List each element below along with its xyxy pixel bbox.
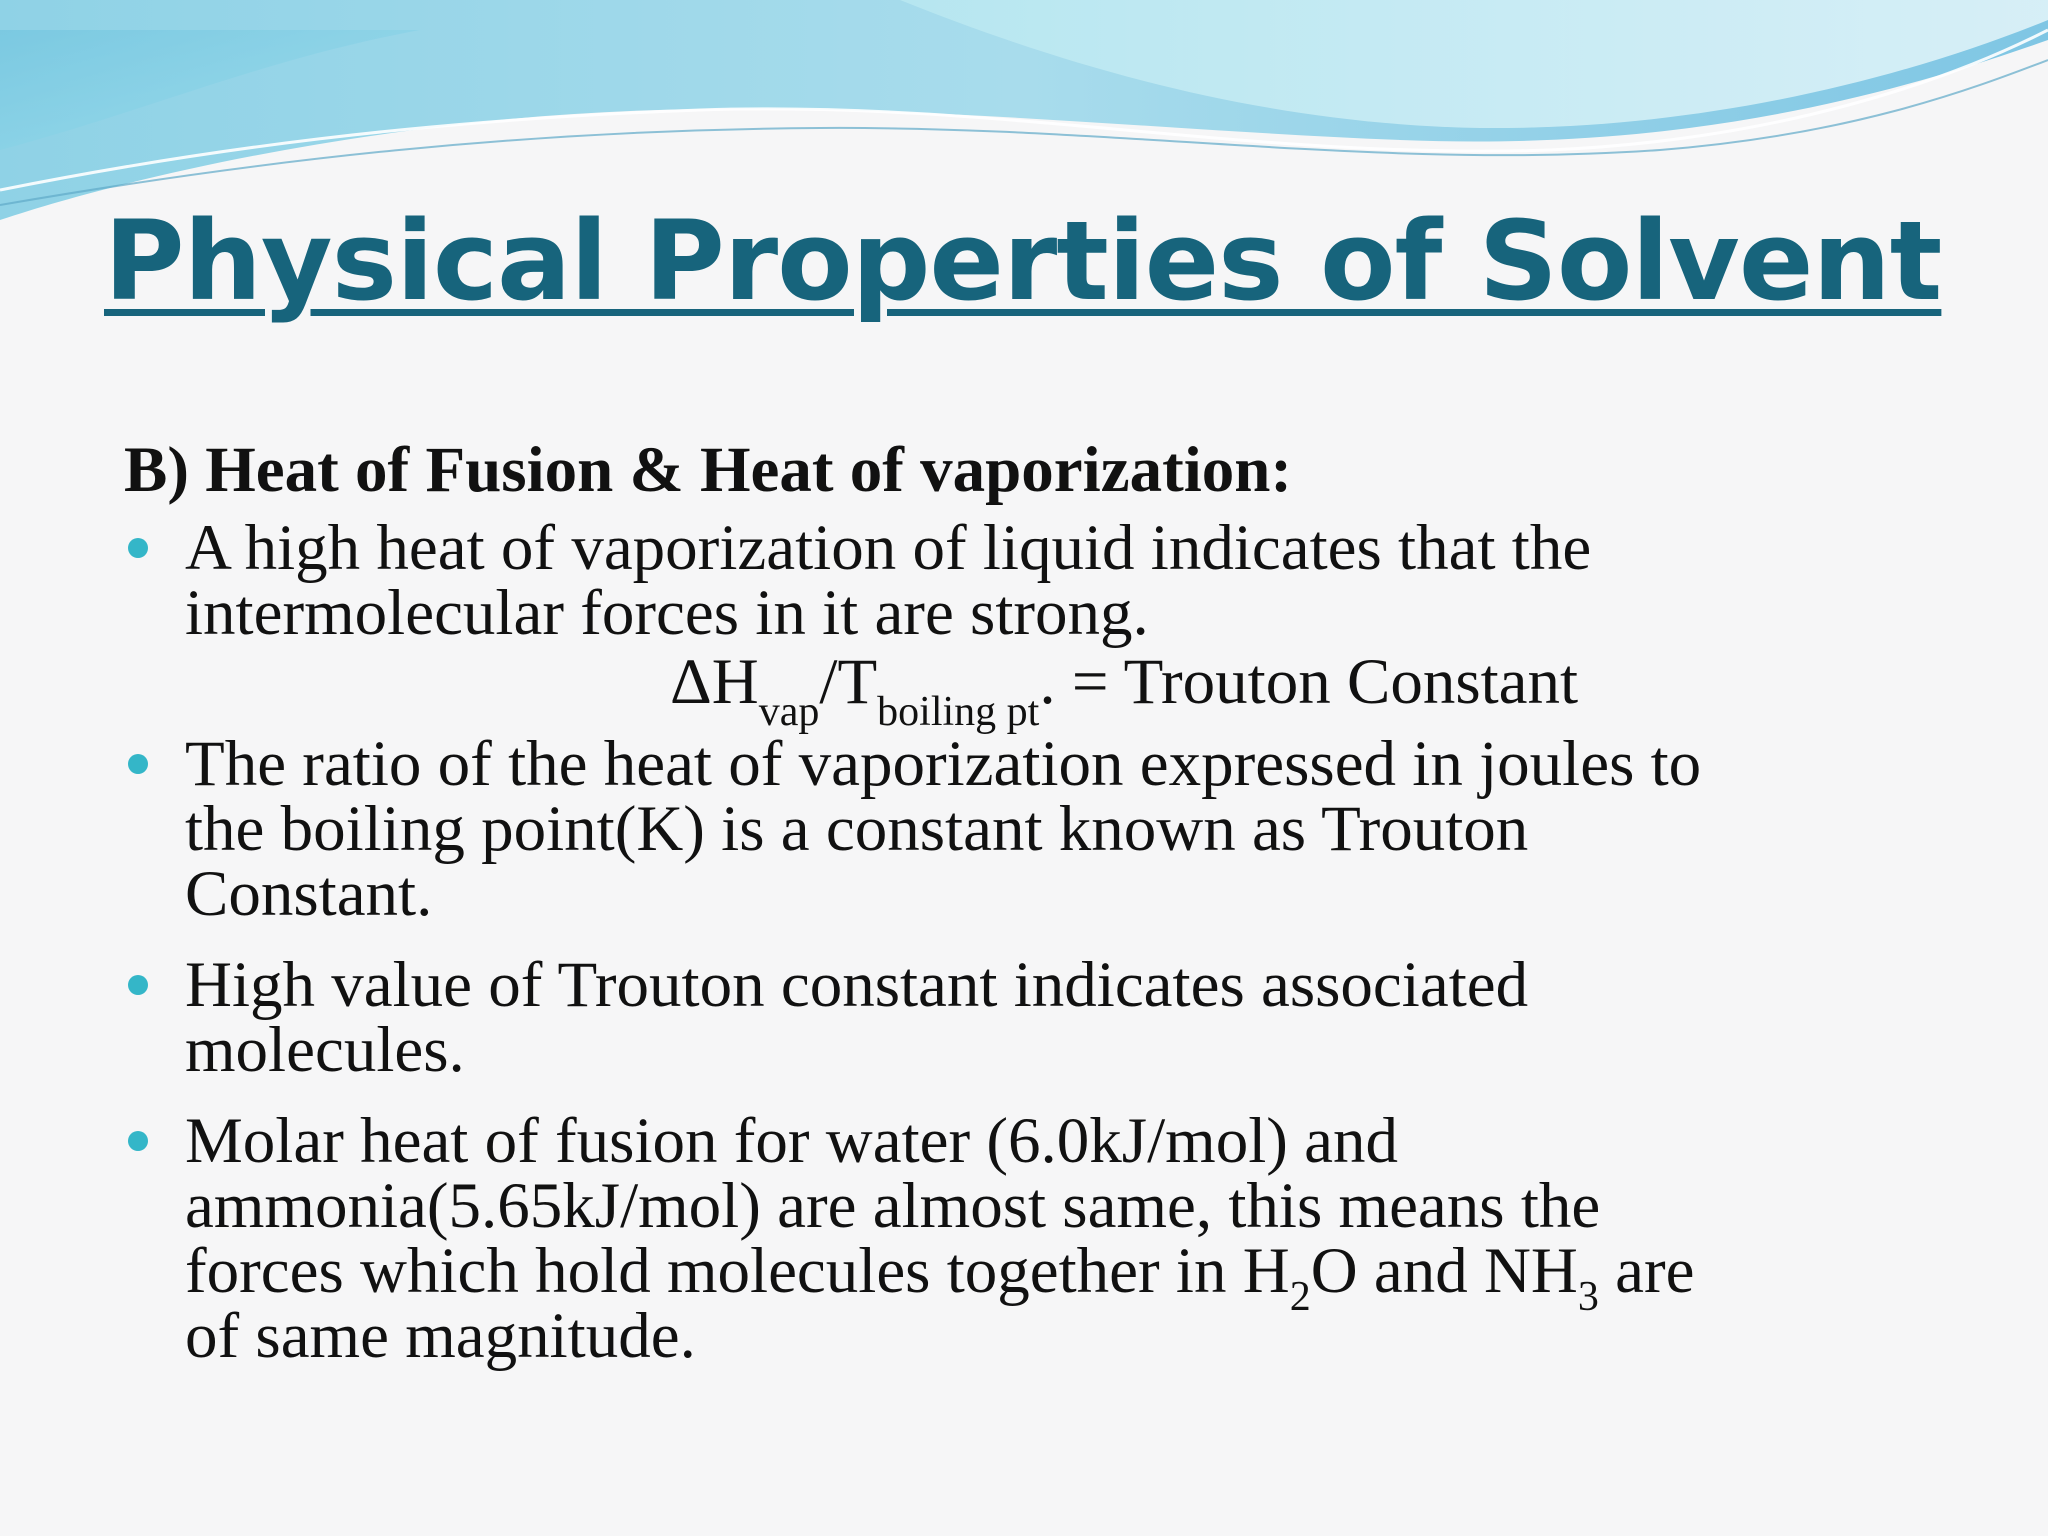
formula-rest: . = Trouton Constant bbox=[1039, 646, 1579, 718]
formula-sub-vap: vap bbox=[758, 689, 820, 735]
bullet-item bbox=[124, 728, 1924, 930]
bullet-dot-icon bbox=[128, 538, 148, 558]
bullet-line: the boiling point(K) is a constant known as Trouton bbox=[185, 793, 1529, 865]
bullet-dot-icon bbox=[128, 1131, 148, 1151]
formula-slash-t: /T bbox=[819, 646, 878, 718]
bullet-item bbox=[124, 949, 1924, 1086]
bullet-line: The ratio of the heat of vaporization expressed in joules to bbox=[185, 728, 1702, 800]
slide-content bbox=[124, 430, 1924, 1372]
slide-title: Physical Properties of Solvent bbox=[104, 197, 1942, 325]
section-heading: B) Heat of Fusion & Heat of vaporization: bbox=[124, 434, 1293, 506]
bullet-dot-icon bbox=[128, 975, 148, 995]
bullet-line: Constant. bbox=[185, 858, 433, 930]
bullet-line: High value of Trouton constant indicates associated bbox=[185, 949, 1529, 1021]
line3-part2: O and NH bbox=[1310, 1235, 1578, 1307]
line3-part1: forces which hold molecules together in H bbox=[185, 1235, 1290, 1307]
bullet-line bbox=[185, 1235, 1924, 1320]
bullet-item bbox=[124, 1105, 1924, 1372]
bullet-line: Molar heat of fusion for water (6.0kJ/mol) and bbox=[185, 1105, 1399, 1177]
subscript-3: 3 bbox=[1577, 1274, 1599, 1320]
bullet-dot-icon bbox=[128, 754, 148, 774]
formula-sub-boiling: boiling pt bbox=[877, 689, 1040, 735]
bullet-line: ammonia(5.65kJ/mol) are almost same, this means the bbox=[185, 1170, 1601, 1242]
bullet-line: of same magnitude. bbox=[185, 1300, 696, 1372]
bullet-line: molecules. bbox=[185, 1014, 465, 1086]
bullet-line: intermolecular forces in it are strong. bbox=[185, 577, 1149, 649]
bullet-line: A high heat of vaporization of liquid indicates that the bbox=[185, 512, 1592, 584]
trouton-formula bbox=[124, 646, 1924, 735]
line3-part3: are bbox=[1598, 1235, 1695, 1307]
bullet-item bbox=[124, 512, 1924, 649]
formula-delta-h: ΔH bbox=[670, 646, 759, 718]
subscript-2: 2 bbox=[1289, 1274, 1311, 1320]
